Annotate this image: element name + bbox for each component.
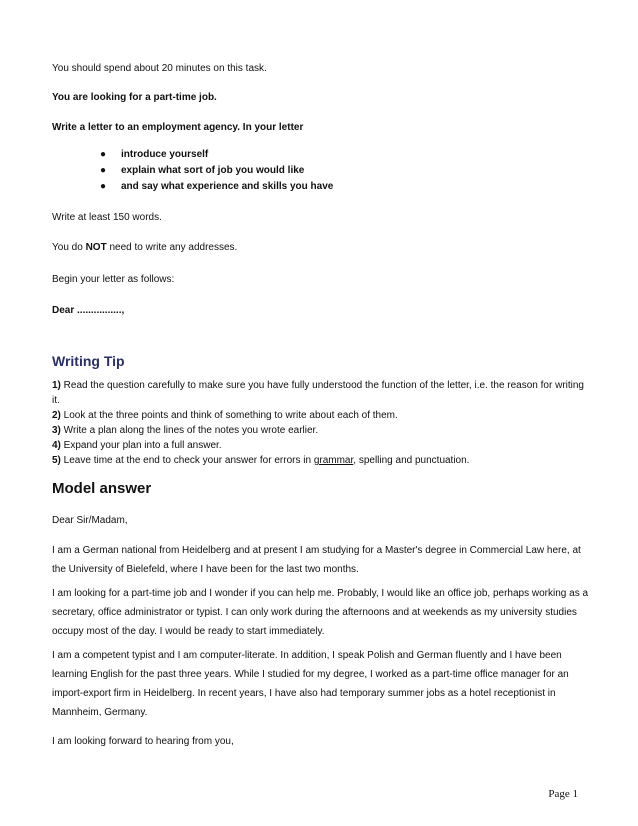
time-instruction: You should spend about 20 minutes on this task. <box>52 63 267 74</box>
writing-tip-heading: Writing Tip <box>52 353 125 369</box>
grammar-link[interactable]: grammar <box>313 455 354 466</box>
tip-item: 4) Expand your plan into a full answer. <box>52 440 222 451</box>
letter-paragraph: I am looking for a part-time job and I wonder if you can help me. Probably, I would like an office job, perhaps working as a secretary, office administrator or typist. I can only work during the afternoons and at weekends as my university studies occupy most of the day. I would be ready to start immediately. <box>52 588 589 637</box>
letter-paragraph: I am a German national from Heidelberg and at present I am studying for a Master's degree in Commercial Law here, at the University of Bielefeld, where I have been for the last two months. <box>52 545 581 575</box>
word-count-instruction: Write at least 150 words. <box>52 212 162 223</box>
tip-item: 1) Read the question carefully to make sure you have fully understood the function of the letter, i.e. the reason for writing it. <box>52 380 584 406</box>
situation-text: You are looking for a part-time job. <box>52 92 217 103</box>
letter-salutation: Dear Sir/Madam, <box>52 515 128 526</box>
letter-paragraph: I am looking forward to hearing from you, <box>52 736 234 747</box>
document-page: You should spend about 20 minutes on this task. You are looking for a part-time job. Write a letter to an employment agency. In your letter ● introduce yourself ● explain what sort of job you would like ● and say what experience and skills you have Write at least 150 words. You do NOT need to write any addresses. Begin your letter as follows: Dear ................, Writing Tip 1) Read the question carefully to make sure you have fully understood the function of the letter, i.e. the reason for writing it. 2) Look at the three points and think of something to write about each of them. 3) Write a plan along the lines of the notes you wrote earlier. 4) Expand your plan into a full answer. 5) Leave time at the end to check your answer for errors in grammar, spelling and punctuation. Model answer Dear Sir/Madam, I am a German national from Heidelberg and at present I am studying for a Master's degree in Commercial Law here, at the University of Bielefeld, where I have been for the last two months. I am looking for a part-time job and I wonder if you can help me. Probably, I would like an office job, perhaps working as a secretary, office administrator or typist. I can only work during the afternoons and at weekends as my university studies occupy most of the day. I would be ready to start immediately. I am a competent typist and I am computer-literate. In addition, I speak Polish and German fluently and I have been learning English for the past three years. While I studied for my degree, I worked as a part-time office manager for an import-export firm in Heidelberg. In recent years, I have also had temporary summer jobs as a hotel receptionist in Mannheim, Germany. I am looking forward to hearing from you, Page 1 <box>0 0 638 826</box>
letter-paragraph: I am a competent typist and I am computer-literate. In addition, I speak Polish and German fluently and I have been learning English for the past three years. While I studied for my degree, I worked as a part-time office manager for an import-export firm in Heidelberg. In recent years, I have also had temporary summer jobs as a hotel receptionist in Mannheim, Germany. <box>52 650 569 718</box>
tip-item: 5) Leave time at the end to check your answer for errors in grammar, spelling and punctuation. <box>52 455 470 466</box>
begin-instruction: Begin your letter as follows: <box>52 274 175 285</box>
writing-tip-list <box>52 378 592 468</box>
dear-prompt: Dear ................, <box>52 305 125 316</box>
bullet-icon: ● <box>100 165 107 176</box>
model-answer-heading: Model answer <box>52 480 152 497</box>
page-number: Page 1 <box>548 788 578 800</box>
bullet-icon: ● <box>100 181 107 192</box>
tip-item: 3) Write a plan along the lines of the notes you wrote earlier. <box>52 425 319 436</box>
tip-item: 2) Look at the three points and think of something to write about each of them. <box>52 410 398 421</box>
task-text: Write a letter to an employment agency. In your letter <box>52 122 304 133</box>
address-note: You do NOT need to write any addresses. <box>52 242 238 253</box>
bullet-icon: ● <box>100 149 107 160</box>
